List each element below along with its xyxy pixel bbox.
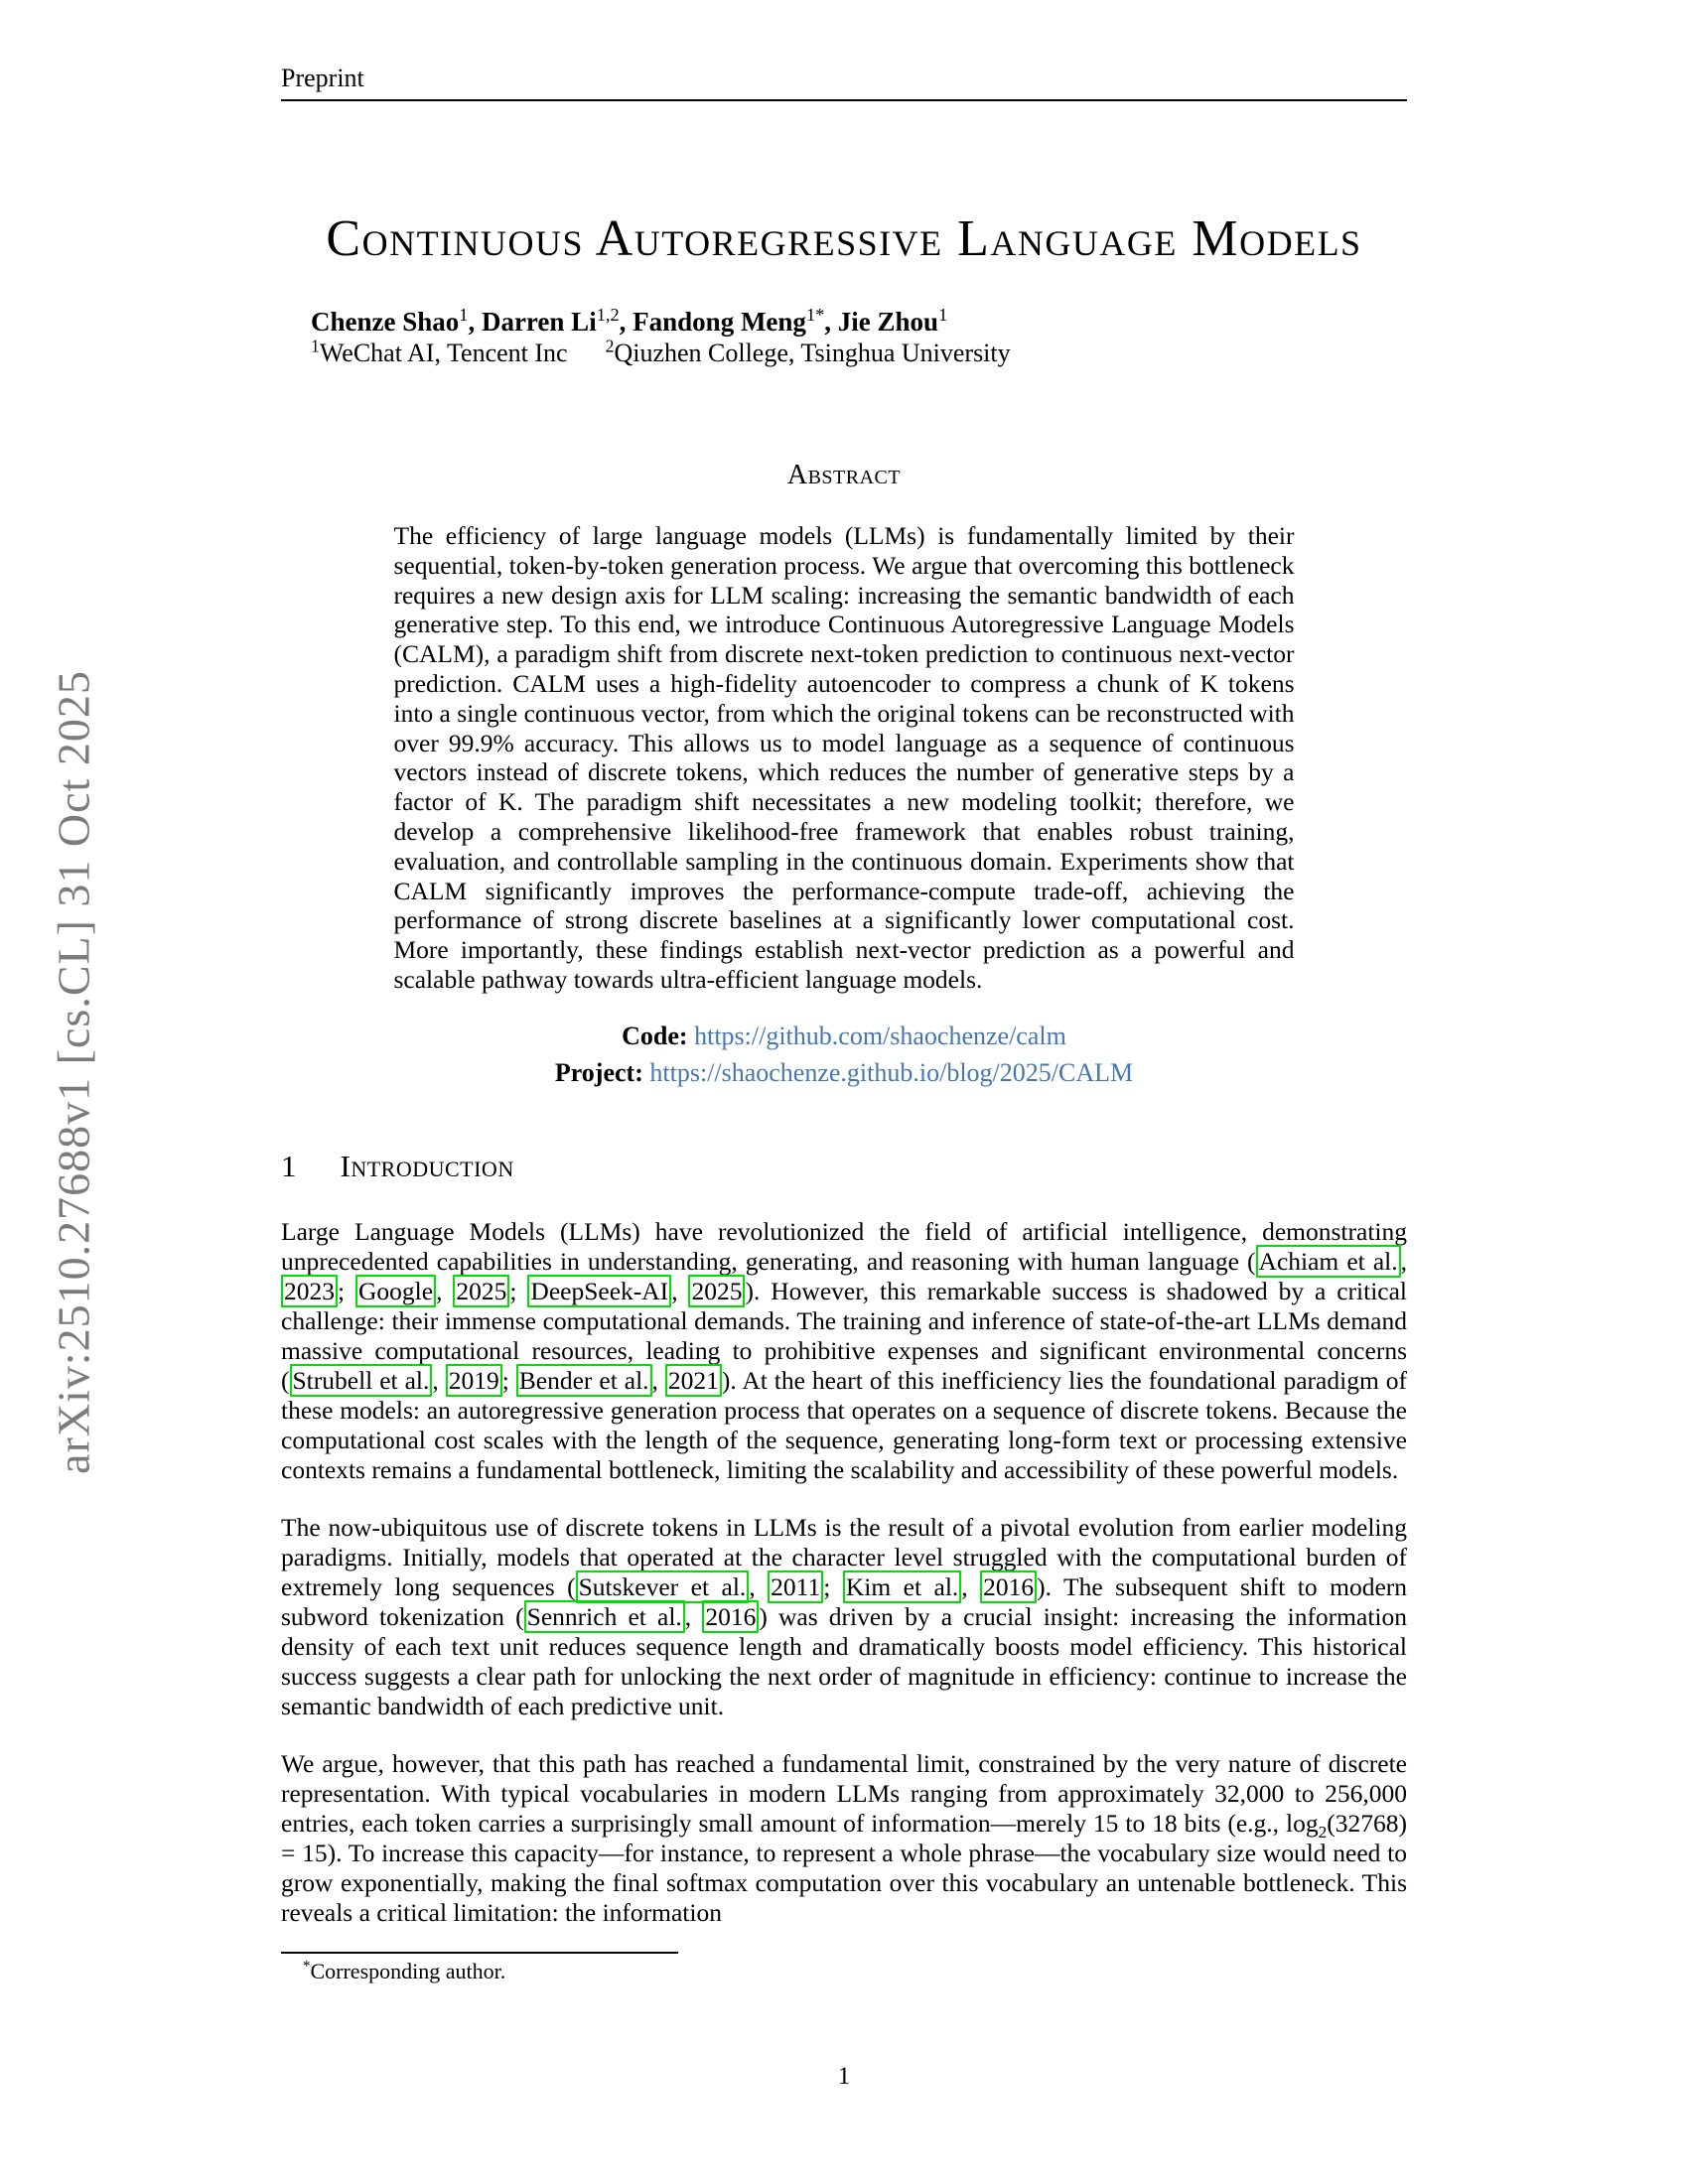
citation-link[interactable]: Strubell et al.: [290, 1364, 433, 1397]
text-run: ,: [671, 1276, 689, 1305]
citation-link[interactable]: 2025: [453, 1275, 509, 1307]
citation-link[interactable]: 2023: [281, 1275, 338, 1307]
text-run: ). At the heart of this inefficiency lies the foundational paradigm of these models: an autoregressive generation process that operates on a sequence of discrete tokens. Because the computational cost scales with the length of the sequence, generating long-form text or processing extensive contexts remains a fundamental bottleneck, limiting the scalability and accessibility of these powerful models.: [281, 1365, 1407, 1484]
text-run: Large Language Models (LLMs) have revolutionized the field of artificial intelligence, demonstrating unprecedented capabilities in understanding, generating, and reasoning with human language (: [281, 1216, 1407, 1276]
superscript: 1*: [805, 305, 825, 325]
text-run: ;: [823, 1571, 843, 1601]
arxiv-watermark: arXiv:2510.27688v1 [cs.CL] 31 Oct 2025: [48, 670, 99, 1474]
text-run: ) was driven by a crucial insight: increasing the information density of each text unit reduces sequence length and dramatically boosts model efficiency. This historical success suggests a clear path for unlocking the next order of magnitude in efficiency: continue to increase the semantic bandwidth of each predictive unit.: [281, 1601, 1407, 1720]
citation-link[interactable]: Google: [355, 1275, 436, 1307]
citation-link[interactable]: Kim et al.: [843, 1570, 961, 1603]
text-run: ;: [338, 1276, 356, 1305]
text-run: ,: [684, 1601, 703, 1631]
section-number: 1: [281, 1148, 297, 1183]
paper-content: [281, 0, 1407, 1984]
citation-link[interactable]: DeepSeek-AI: [527, 1275, 671, 1307]
citation-link[interactable]: 2019: [446, 1364, 502, 1397]
citation-link[interactable]: 2016: [980, 1570, 1037, 1603]
text-run: , Darren Li: [468, 307, 597, 337]
citation-link[interactable]: Achiam et al.: [1256, 1245, 1401, 1278]
running-head: Preprint: [281, 0, 1407, 101]
text-run: ,: [432, 1365, 446, 1395]
text-run: (32768) = 15). To increase this capacity—for instance, to represent a whole phrase—the vocabulary size would need to grow exponentially, making the final softmax computation over this vocabulary an untenable bottleneck. This reveals a critical limitation: the information: [281, 1808, 1407, 1927]
footnote-rule: [281, 1952, 678, 1954]
author-line: [311, 306, 1407, 338]
url-link[interactable]: https://github.com/shaochenze/calm: [694, 1021, 1066, 1050]
intro-paragraph-1: [281, 1217, 1407, 1485]
project-link-line: [281, 1057, 1407, 1088]
text-run: The now-ubiquitous use of discrete tokens in LLMs is the result of a pivotal evolution from earlier modeling paradigms. Initially, models that operated at the character level struggled with the computational burden of extremely long sequences (: [281, 1512, 1407, 1601]
url-link[interactable]: https://shaochenze.github.io/blog/2025/CALM: [649, 1057, 1134, 1087]
abstract-body: The efficiency of large language models (LLMs) is fundamentally limited by their sequential, token-by-token generation process. We argue that overcoming this bottleneck requires a new design axis for LLM scaling: increasing the semantic bandwidth of each generative step. To this end, we introduce Continuous Autoregressive Language Models (CALM), a paradigm shift from discrete next-token prediction to continuous next-vector prediction. CALM uses a high-fidelity autoencoder to compress a chunk of K tokens into a single continuous vector, from which the original tokens can be reconstructed with over 99.9% accuracy. This allows us to model language as a sequence of continuous vectors instead of discrete tokens, which reduces the number of generative steps by a factor of K. The paradigm shift necessitates a new modeling toolkit; therefore, we develop a comprehensive likelihood-free framework that enables robust training, evaluation, and controllable sampling in the continuous domain. Experiments show that CALM significantly improves the performance-compute trade-off, achieving the performance of strong discrete baselines at a significantly lower computational cost. More importantly, these findings establish next-vector prediction as a powerful and scalable pathway towards ultra-efficient language models.: [393, 521, 1295, 994]
superscript: 1,2: [596, 305, 620, 325]
intro-paragraph-2: [281, 1513, 1407, 1721]
text-run: ). However, this remarkable success is shadowed by a critical challenge: their immense computational demands. The training and inference of state-of-the-art LLMs demand massive computational resources, leading to prohibitive expenses and significant environmental concerns (: [281, 1276, 1408, 1395]
citation-link[interactable]: 2011: [768, 1570, 823, 1603]
text-run: Corresponding author.: [310, 1958, 506, 1983]
citation-link[interactable]: 2016: [702, 1600, 759, 1633]
intro-paragraph-3: [281, 1749, 1407, 1928]
text-run: , Jie Zhou: [824, 307, 939, 337]
footnote-block: [281, 1952, 1407, 1984]
text-run: ,: [961, 1571, 981, 1601]
page-title: Continuous Autoregressive Language Models: [326, 210, 1362, 267]
corresponding-author-footnote: [303, 1959, 1407, 1984]
text-run: , Fandong Meng: [619, 307, 806, 337]
text-run: We argue, however, that this path has reached a fundamental limit, constrained by the very nature of discrete representation. With typical vocabularies in modern LLMs ranging from approximately 32,000 to 256,000 entries, each token carries a surprisingly small amount of information—merely 15 to 18 bits (e.g., log: [281, 1748, 1407, 1838]
superscript: 1: [311, 336, 320, 356]
text-run: ,: [651, 1365, 665, 1395]
superscript: 1: [459, 305, 469, 325]
citation-link[interactable]: Sutskever et al.: [576, 1570, 750, 1603]
abstract-heading: Abstract: [786, 460, 902, 490]
text-run: ,: [436, 1276, 454, 1305]
text-run: ,: [749, 1571, 769, 1601]
citation-link[interactable]: 2021: [665, 1364, 722, 1397]
affiliation-line: [311, 338, 1407, 368]
code-link-line: [281, 1021, 1407, 1051]
subscript: 2: [1318, 1822, 1328, 1842]
text-run: Chenze Shao: [311, 307, 460, 337]
section-1-heading: [281, 1150, 1407, 1183]
superscript: *: [303, 1958, 311, 1975]
citation-link[interactable]: Bender et al.: [516, 1364, 652, 1397]
text-run: Project:: [554, 1057, 650, 1087]
text-run: WeChat AI, Tencent Inc: [319, 339, 568, 367]
citation-link[interactable]: 2025: [688, 1275, 745, 1307]
text-run: Code:: [622, 1021, 695, 1050]
page-number: 1: [837, 2063, 851, 2090]
text-run: ;: [501, 1365, 516, 1395]
superscript: 2: [605, 336, 615, 356]
citation-link[interactable]: Sennrich et al.: [524, 1600, 685, 1633]
section-title: Introduction: [340, 1148, 514, 1183]
text-run: Qiuzhen College, Tsinghua University: [614, 339, 1011, 367]
text-run: ). The subsequent shift to modern subword tokenization (: [281, 1571, 1408, 1631]
superscript: 1: [938, 305, 948, 325]
text-run: ,: [1400, 1246, 1407, 1276]
text-run: ;: [509, 1276, 528, 1305]
